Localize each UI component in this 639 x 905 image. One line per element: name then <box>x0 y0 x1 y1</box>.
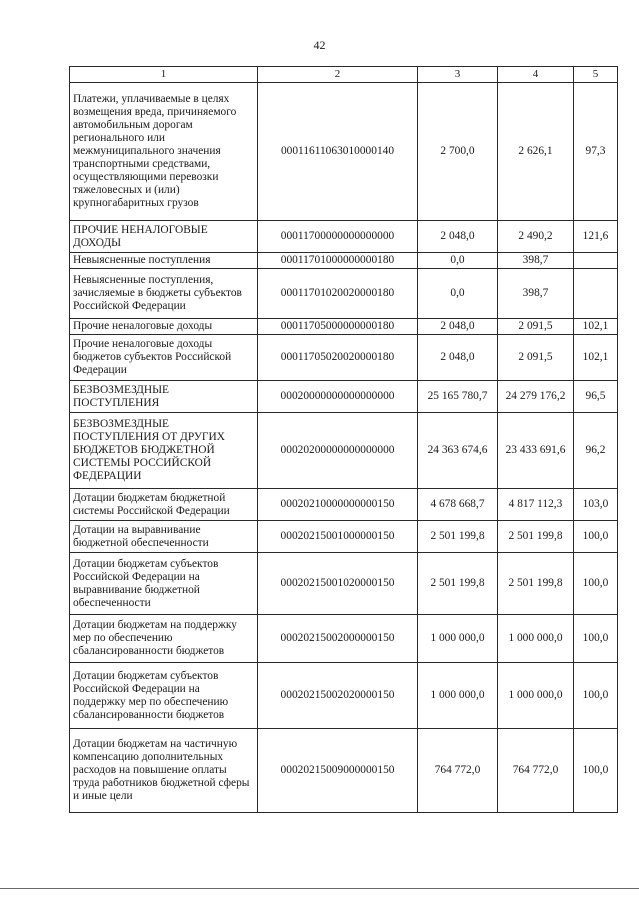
row-code: 00011705000000000180 <box>258 319 418 335</box>
row-code: 00020215009000000150 <box>258 729 418 813</box>
table-row <box>70 553 618 615</box>
row-fact: 2 501 199,8 <box>498 521 574 553</box>
table-row <box>70 253 618 269</box>
row-plan: 25 165 780,7 <box>418 381 498 413</box>
row-name: Дотации бюджетам бюджетной системы Российской Федерации <box>70 489 258 521</box>
row-plan: 0,0 <box>418 253 498 269</box>
row-plan: 2 700,0 <box>418 83 498 221</box>
row-percent: 100,0 <box>574 663 618 729</box>
row-name: Прочие неналоговые доходы <box>70 319 258 335</box>
row-plan: 1 000 000,0 <box>418 663 498 729</box>
column-header-5: 5 <box>574 67 618 83</box>
row-percent: 100,0 <box>574 521 618 553</box>
column-header-4: 4 <box>498 67 574 83</box>
row-code: 00020215002020000150 <box>258 663 418 729</box>
table-row <box>70 489 618 521</box>
row-percent <box>574 269 618 319</box>
row-code: 00011701000000000180 <box>258 253 418 269</box>
row-plan: 1 000 000,0 <box>418 615 498 663</box>
row-percent: 96,5 <box>574 381 618 413</box>
row-name: ПРОЧИЕ НЕНАЛОГОВЫЕ ДОХОДЫ <box>70 221 258 253</box>
row-fact: 1 000 000,0 <box>498 663 574 729</box>
row-fact: 24 279 176,2 <box>498 381 574 413</box>
page-bottom-rule <box>0 888 639 889</box>
row-code: 00011700000000000000 <box>258 221 418 253</box>
row-plan: 2 048,0 <box>418 221 498 253</box>
row-percent: 102,1 <box>574 335 618 381</box>
row-fact: 1 000 000,0 <box>498 615 574 663</box>
row-percent: 100,0 <box>574 615 618 663</box>
row-percent: 103,0 <box>574 489 618 521</box>
row-plan: 2 501 199,8 <box>418 553 498 615</box>
row-name: Дотации бюджетам субъектов Российской Федерации на выравнивание бюджетной обеспеченности <box>70 553 258 615</box>
row-code: 00011701020020000180 <box>258 269 418 319</box>
page-number: 42 <box>313 38 326 52</box>
table-row <box>70 221 618 253</box>
row-percent: 97,3 <box>574 83 618 221</box>
row-fact: 2 091,5 <box>498 335 574 381</box>
row-fact: 4 817 112,3 <box>498 489 574 521</box>
row-code: 00011705020020000180 <box>258 335 418 381</box>
column-number-row <box>70 67 618 83</box>
row-code: 00020215001020000150 <box>258 553 418 615</box>
row-plan: 2 501 199,8 <box>418 521 498 553</box>
row-percent: 102,1 <box>574 319 618 335</box>
row-percent <box>574 253 618 269</box>
table-row <box>70 319 618 335</box>
row-name: Дотации бюджетам на частичную компенсацию дополнительных расходов на повышение оплаты труда работников бюджетной сферы и иные цели <box>70 729 258 813</box>
row-percent: 121,6 <box>574 221 618 253</box>
row-code: 00020000000000000000 <box>258 381 418 413</box>
budget-table <box>69 66 618 813</box>
row-fact: 2 626,1 <box>498 83 574 221</box>
row-percent: 96,2 <box>574 413 618 489</box>
table-row <box>70 615 618 663</box>
row-name: Невыясненные поступления <box>70 253 258 269</box>
row-plan: 4 678 668,7 <box>418 489 498 521</box>
row-fact: 2 501 199,8 <box>498 553 574 615</box>
row-percent: 100,0 <box>574 729 618 813</box>
table-row <box>70 729 618 813</box>
row-name: Невыясненные поступления, зачисляемые в бюджеты субъектов Российской Федерации <box>70 269 258 319</box>
row-name: Дотации бюджетам на поддержку мер по обеспечению сбалансированности бюджетов <box>70 615 258 663</box>
table-row <box>70 269 618 319</box>
row-name: Прочие неналоговые доходы бюджетов субъектов Российской Федерации <box>70 335 258 381</box>
row-plan: 2 048,0 <box>418 319 498 335</box>
row-percent: 100,0 <box>574 553 618 615</box>
row-fact: 2 490,2 <box>498 221 574 253</box>
column-header-3: 3 <box>418 67 498 83</box>
row-code: 00020215002000000150 <box>258 615 418 663</box>
row-fact: 23 433 691,6 <box>498 413 574 489</box>
row-name: БЕЗВОЗМЕЗДНЫЕ ПОСТУПЛЕНИЯ <box>70 381 258 413</box>
table-row <box>70 413 618 489</box>
table-row <box>70 663 618 729</box>
row-fact: 398,7 <box>498 253 574 269</box>
row-fact: 398,7 <box>498 269 574 319</box>
row-plan: 0,0 <box>418 269 498 319</box>
column-header-1: 1 <box>70 67 258 83</box>
row-fact: 2 091,5 <box>498 319 574 335</box>
column-header-2: 2 <box>258 67 418 83</box>
row-name: Платежи, уплачиваемые в целях возмещения вреда, причиняемого автомобильным дорогам регионального или межмуниципального значения транспортными средствами, осуществляющими перевозки тяжеловесных и (или) крупногабаритных грузов <box>70 83 258 221</box>
row-code: 00020215001000000150 <box>258 521 418 553</box>
row-name: Дотации на выравнивание бюджетной обеспеченности <box>70 521 258 553</box>
table-row <box>70 83 618 221</box>
row-code: 00020210000000000150 <box>258 489 418 521</box>
row-name: Дотации бюджетам субъектов Российской Федерации на поддержку мер по обеспечению сбалансированности бюджетов <box>70 663 258 729</box>
row-code: 00020200000000000000 <box>258 413 418 489</box>
row-code: 00011611063010000140 <box>258 83 418 221</box>
table-row <box>70 381 618 413</box>
row-fact: 764 772,0 <box>498 729 574 813</box>
table-row <box>70 335 618 381</box>
row-name: БЕЗВОЗМЕЗДНЫЕ ПОСТУПЛЕНИЯ ОТ ДРУГИХ БЮДЖЕТОВ БЮДЖЕТНОЙ СИСТЕМЫ РОССИЙСКОЙ ФЕДЕРАЦИИ <box>70 413 258 489</box>
row-plan: 24 363 674,6 <box>418 413 498 489</box>
table-row <box>70 521 618 553</box>
row-plan: 2 048,0 <box>418 335 498 381</box>
row-plan: 764 772,0 <box>418 729 498 813</box>
